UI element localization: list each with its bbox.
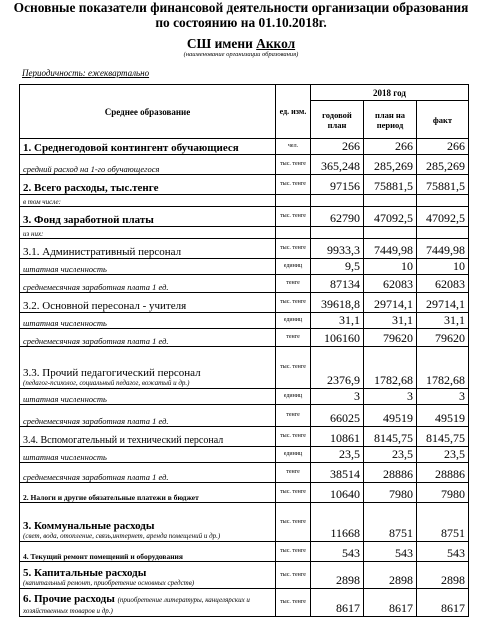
row-annual: 87134 bbox=[311, 275, 364, 293]
row-fact: 10 bbox=[417, 259, 469, 275]
row-fact: 23,5 bbox=[417, 447, 469, 463]
row-label: среднемесячная заработная плата 1 ед. bbox=[20, 275, 276, 293]
row-period: 8751 bbox=[364, 503, 417, 542]
table-row bbox=[20, 227, 469, 239]
table-row bbox=[20, 405, 469, 427]
row-fact: 49519 bbox=[417, 405, 469, 427]
row-annual: 8617 bbox=[311, 589, 364, 617]
row-label: штатная численность bbox=[20, 389, 276, 405]
row-label: 6. Прочие расходы bbox=[23, 593, 115, 605]
row-label: 3.3. Прочий педагогический персонал bbox=[23, 367, 201, 379]
row-fact: 29714,1 bbox=[417, 293, 469, 313]
row-unit: тыс. тенге bbox=[276, 503, 311, 542]
row-period: 1782,68 bbox=[364, 347, 417, 389]
row-fact: 266 bbox=[417, 139, 469, 155]
row-unit: единиц bbox=[276, 313, 311, 329]
row-annual: 66025 bbox=[311, 405, 364, 427]
table-row bbox=[20, 329, 469, 347]
row-annual: 2376,9 bbox=[311, 347, 364, 389]
row-label: штатная численность bbox=[20, 447, 276, 463]
row-unit: тыс. тенге bbox=[276, 562, 311, 589]
row-unit: тыс. тенге bbox=[276, 483, 311, 503]
table-row bbox=[20, 275, 469, 293]
header-education: Среднее образование bbox=[20, 85, 276, 139]
table-row bbox=[20, 562, 469, 589]
row-label: средний расход на 1-го обучающегося bbox=[20, 155, 276, 175]
table-row bbox=[20, 503, 469, 542]
row-label-cell bbox=[20, 503, 276, 542]
row-label: 2. Налоги и другие обязательные платежи в бюджет bbox=[20, 483, 276, 503]
report-title-line1: Основные показатели финансовой деятельности организации образования bbox=[13, 0, 469, 15]
row-period: 29714,1 bbox=[364, 293, 417, 313]
header-annual-plan: годовой план bbox=[311, 101, 364, 139]
row-fact: 7449,98 bbox=[417, 239, 469, 259]
row-period: 28886 bbox=[364, 463, 417, 483]
table-row bbox=[20, 347, 469, 389]
header-year: 2018 год bbox=[311, 85, 469, 101]
row-label: среднемесячная заработная плата 1 ед. bbox=[20, 329, 276, 347]
table-row bbox=[20, 155, 469, 175]
row-label: 3.1. Административный персонал bbox=[20, 239, 276, 259]
row-label: 3. Фонд заработной платы bbox=[20, 207, 276, 227]
row-period: 49519 bbox=[364, 405, 417, 427]
row-annual: 62790 bbox=[311, 207, 364, 227]
row-annual: 23,5 bbox=[311, 447, 364, 463]
row-fact: 2898 bbox=[417, 562, 469, 589]
table-row bbox=[20, 589, 469, 617]
row-period: 10 bbox=[364, 259, 417, 275]
row-unit: тыс. тенге bbox=[276, 427, 311, 447]
financial-indicators-table bbox=[19, 84, 469, 617]
table-row bbox=[20, 239, 469, 259]
row-sublabel: (капитальный ремонт, приобретение основных средств) bbox=[23, 579, 195, 587]
row-annual: 106160 bbox=[311, 329, 364, 347]
row-period: 543 bbox=[364, 542, 417, 562]
row-unit: тыс. тенге bbox=[276, 239, 311, 259]
row-annual: 9,5 bbox=[311, 259, 364, 275]
row-fact: 285,269 bbox=[417, 155, 469, 175]
row-annual: 10861 bbox=[311, 427, 364, 447]
row-label: 1. Среднегодовой контингент обучающиеся bbox=[20, 139, 276, 155]
row-unit: тыс. тенге bbox=[276, 175, 311, 195]
row-annual: 2898 bbox=[311, 562, 364, 589]
row-fact: 7980 bbox=[417, 483, 469, 503]
row-label: 2. Всего расходы, тыс.тенге bbox=[20, 175, 276, 195]
table-row bbox=[20, 259, 469, 275]
row-fact: 75881,5 bbox=[417, 175, 469, 195]
organization-name bbox=[0, 36, 482, 51]
header-period-plan: план на период bbox=[364, 101, 417, 139]
row-label-cell bbox=[20, 347, 276, 389]
row-label: штатная численность bbox=[20, 313, 276, 329]
row-label: штатная численность bbox=[20, 259, 276, 275]
row-fact: 3 bbox=[417, 389, 469, 405]
row-period: 8617 bbox=[364, 589, 417, 617]
row-period: 2898 bbox=[364, 562, 417, 589]
row-unit: единиц bbox=[276, 259, 311, 275]
table-row bbox=[20, 313, 469, 329]
table-row bbox=[20, 389, 469, 405]
row-period: 3 bbox=[364, 389, 417, 405]
periodicity-label: Периодичность: ежеквартально bbox=[22, 68, 150, 78]
table-row bbox=[20, 207, 469, 227]
row-period: 23,5 bbox=[364, 447, 417, 463]
row-label: 3.4. Вспомогательный и технический персонал bbox=[20, 427, 276, 447]
row-fact: 8751 bbox=[417, 503, 469, 542]
table-row bbox=[20, 139, 469, 155]
report-title-line2: по состоянию на 01.10.2018г. bbox=[155, 15, 327, 30]
row-unit: тенге bbox=[276, 275, 311, 293]
row-annual: 11668 bbox=[311, 503, 364, 542]
row-period: 266 bbox=[364, 139, 417, 155]
row-unit: тенге bbox=[276, 329, 311, 347]
row-sublabel: (свет, вода, отопление, связь,интернет, аренда помещений и др.) bbox=[23, 532, 221, 540]
table-row bbox=[20, 447, 469, 463]
row-annual: 543 bbox=[311, 542, 364, 562]
row-unit: тыс. тенге bbox=[276, 155, 311, 175]
row-period: 285,269 bbox=[364, 155, 417, 175]
table-row bbox=[20, 175, 469, 195]
table-row bbox=[20, 542, 469, 562]
row-fact: 31,1 bbox=[417, 313, 469, 329]
row-sublabel: (приобретение литературы, канцелярских и хозяйственных товаров и др.) bbox=[23, 596, 250, 615]
row-fact: 47092,5 bbox=[417, 207, 469, 227]
table-row bbox=[20, 293, 469, 313]
row-sublabel: (педагог-психолог, социальный педагог, вожатый и др.) bbox=[23, 379, 190, 387]
row-annual: 10640 bbox=[311, 483, 364, 503]
table-row bbox=[20, 483, 469, 503]
row-annual: 31,1 bbox=[311, 313, 364, 329]
row-unit: тыс. тенге bbox=[276, 293, 311, 313]
table-row bbox=[20, 463, 469, 483]
row-fact: 8617 bbox=[417, 589, 469, 617]
row-unit: тенге bbox=[276, 463, 311, 483]
row-fact: 28886 bbox=[417, 463, 469, 483]
organization-caption: (наименование организации образования) bbox=[183, 51, 299, 58]
row-fact: 1782,68 bbox=[417, 347, 469, 389]
row-fact: 8145,75 bbox=[417, 427, 469, 447]
row-period: 79620 bbox=[364, 329, 417, 347]
row-label: в том числе: bbox=[20, 195, 276, 207]
row-unit: тыс. тенге bbox=[276, 207, 311, 227]
row-annual: 266 bbox=[311, 139, 364, 155]
row-unit: тенге bbox=[276, 405, 311, 427]
row-period: 7980 bbox=[364, 483, 417, 503]
row-period: 75881,5 bbox=[364, 175, 417, 195]
table-row bbox=[20, 195, 469, 207]
table-row bbox=[20, 427, 469, 447]
row-period: 62083 bbox=[364, 275, 417, 293]
row-period: 7449,98 bbox=[364, 239, 417, 259]
row-fact: 543 bbox=[417, 542, 469, 562]
row-fact: 79620 bbox=[417, 329, 469, 347]
header-unit: ед. изм. bbox=[276, 85, 311, 139]
row-label: 5. Капитальные расходы bbox=[23, 567, 147, 579]
row-label: из них: bbox=[20, 227, 276, 239]
row-fact: 62083 bbox=[417, 275, 469, 293]
row-annual: 9933,3 bbox=[311, 239, 364, 259]
row-unit: тыс. тенге bbox=[276, 542, 311, 562]
row-unit: чел. bbox=[276, 139, 311, 155]
row-label-cell bbox=[20, 589, 276, 617]
organization-title: Аккол bbox=[256, 36, 296, 51]
row-annual: 97156 bbox=[311, 175, 364, 195]
row-label: 4. Текущий ремонт помещений и оборудования bbox=[20, 542, 276, 562]
row-period: 8145,75 bbox=[364, 427, 417, 447]
row-unit: тыс. тенге bbox=[276, 589, 311, 617]
header-fact: факт bbox=[417, 101, 469, 139]
row-label: 3. Коммунальные расходы bbox=[23, 520, 155, 532]
row-annual: 39618,8 bbox=[311, 293, 364, 313]
row-unit: единиц bbox=[276, 447, 311, 463]
row-unit: тыс. тенге bbox=[276, 347, 311, 389]
row-unit: единиц bbox=[276, 389, 311, 405]
row-label-cell bbox=[20, 562, 276, 589]
row-label: среднемесячная заработная плата 1 ед. bbox=[20, 405, 276, 427]
row-label: 3.2. Основной пересонал - учителя bbox=[20, 293, 276, 313]
row-annual: 365,248 bbox=[311, 155, 364, 175]
row-annual: 3 bbox=[311, 389, 364, 405]
organization-prefix: СШ имени bbox=[186, 36, 253, 51]
row-label: среднемесячная заработная плата 1 ед. bbox=[20, 463, 276, 483]
row-annual: 38514 bbox=[311, 463, 364, 483]
row-period: 31,1 bbox=[364, 313, 417, 329]
row-period: 47092,5 bbox=[364, 207, 417, 227]
